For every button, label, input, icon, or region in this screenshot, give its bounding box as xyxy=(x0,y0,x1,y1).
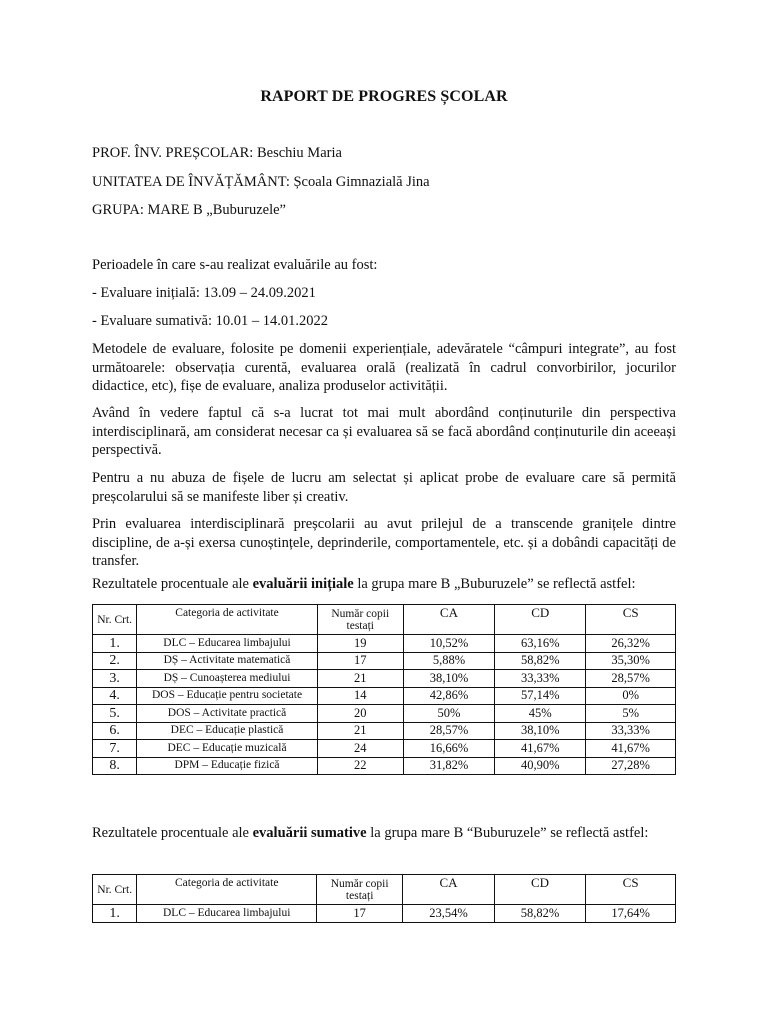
cd-value: 58,82% xyxy=(494,905,585,923)
initial-results-tail: la grupa mare B „Buburuzele” se reflectă astfel: xyxy=(353,576,636,592)
table-row xyxy=(93,740,676,758)
activity-category: DȘ – Cunoașterea mediului xyxy=(137,670,317,688)
children-tested: 22 xyxy=(317,757,403,775)
summative-evaluation-period: - Evaluare sumativă: 10.01 – 14.01.2022 xyxy=(92,313,328,329)
table-row xyxy=(93,652,676,670)
cd-value: 33,33% xyxy=(495,670,586,688)
evaluation-methods-paragraph: Metodele de evaluare, folosite pe domenii experiențiale, adevăratele “câmpuri integrate”, au fost următoarele: observația curentă, evaluarea orală (realizată în cadrul convorbirilor, jocurilor didactice, etc), fișe de evaluare, analiza produselor activității. xyxy=(92,341,676,394)
teacher-line: PROF. ÎNV. PREȘCOLAR: Beschiu Maria xyxy=(92,145,342,161)
table-row xyxy=(93,687,676,705)
activity-category: DEC – Educație plastică xyxy=(137,722,317,740)
row-number: 7. xyxy=(93,740,137,758)
children-tested: 24 xyxy=(317,740,403,758)
activity-category: DOS – Activitate practică xyxy=(137,705,317,723)
interdisciplinary-paragraph: Având în vedere faptul că s-a lucrat tot mai mult abordând conținuturile din perspectiva interdisciplinară, am considerat necesar ca și evaluarea să se facă abordând conținuturile din aceeași perspectivă. xyxy=(92,405,676,458)
activity-category: DLC – Educarea limbajului xyxy=(137,905,317,923)
header-ca: CA xyxy=(403,875,494,905)
header-count: Număr copii testați xyxy=(317,605,403,635)
children-tested: 20 xyxy=(317,705,403,723)
cs-value: 26,32% xyxy=(586,635,676,653)
header-cs: CS xyxy=(586,875,676,905)
header-cd: CD xyxy=(495,605,586,635)
ca-value: 23,54% xyxy=(403,905,494,923)
cs-value: 5% xyxy=(586,705,676,723)
row-number: 4. xyxy=(93,687,137,705)
activity-category: DPM – Educație fizică xyxy=(137,757,317,775)
cd-value: 41,67% xyxy=(495,740,586,758)
table-row xyxy=(93,905,676,923)
ca-value: 50% xyxy=(403,705,494,723)
children-tested: 14 xyxy=(317,687,403,705)
table-row xyxy=(93,722,676,740)
ca-value: 42,86% xyxy=(403,687,494,705)
row-number: 8. xyxy=(93,757,137,775)
cs-value: 41,67% xyxy=(586,740,676,758)
ca-value: 28,57% xyxy=(403,722,494,740)
cs-value: 17,64% xyxy=(586,905,676,923)
cs-value: 35,30% xyxy=(586,652,676,670)
cd-value: 45% xyxy=(495,705,586,723)
page-title: RAPORT DE PROGRES ȘCOLAR xyxy=(260,88,508,105)
worksheets-paragraph: Pentru a nu abuza de fișele de lucru am selectat și aplicat probe de evaluare care să permită preșcolarului să se manifeste liber și creativ. xyxy=(92,470,676,505)
summative-results-table xyxy=(92,874,676,923)
table-row xyxy=(93,635,676,653)
children-tested: 17 xyxy=(317,905,403,923)
ca-value: 16,66% xyxy=(403,740,494,758)
activity-category: DLC – Educarea limbajului xyxy=(137,635,317,653)
cs-value: 33,33% xyxy=(586,722,676,740)
header-cd: CD xyxy=(494,875,585,905)
summative-results-intro xyxy=(92,824,676,843)
row-number: 3. xyxy=(93,670,137,688)
children-tested: 21 xyxy=(317,722,403,740)
header-category: Categoria de activitate xyxy=(137,605,317,635)
children-tested: 19 xyxy=(317,635,403,653)
initial-results-lead: Rezultatele procentuale ale xyxy=(92,576,253,592)
row-number: 1. xyxy=(93,905,137,923)
header-cs: CS xyxy=(586,605,676,635)
table-header-row xyxy=(93,605,676,635)
transfer-paragraph: Prin evaluarea interdisciplinară preșcolarii au avut prilejul de a transcende granițele dintre discipline, de a-și exersa cunoștințele, deprinderile, comportamentele, etc. și a dobândi capacități de transfer. xyxy=(92,516,676,569)
row-number: 2. xyxy=(93,652,137,670)
group-line: GRUPA: MARE B „Buburuzele” xyxy=(92,202,286,218)
initial-results-bold: evaluării inițiale xyxy=(252,576,354,592)
periods-intro: Perioadele în care s-au realizat evaluările au fost: xyxy=(92,257,378,273)
summative-results-bold: evaluării sumative xyxy=(252,825,367,841)
cd-value: 63,16% xyxy=(495,635,586,653)
summative-results-tail: la grupa mare B “Buburuzele” se reflectă astfel: xyxy=(366,825,649,841)
table-row xyxy=(93,705,676,723)
cs-value: 27,28% xyxy=(586,757,676,775)
children-tested: 21 xyxy=(317,670,403,688)
initial-evaluation-period: - Evaluare inițială: 13.09 – 24.09.2021 xyxy=(92,285,316,301)
row-number: 5. xyxy=(93,705,137,723)
header-category: Categoria de activitate xyxy=(137,875,317,905)
activity-category: DOS – Educație pentru societate xyxy=(137,687,317,705)
cs-value: 0% xyxy=(586,687,676,705)
row-number: 1. xyxy=(93,635,137,653)
table-row xyxy=(93,670,676,688)
table-row xyxy=(93,757,676,775)
cd-value: 38,10% xyxy=(495,722,586,740)
summative-results-lead: Rezultatele procentuale ale xyxy=(92,825,253,841)
table-header-row xyxy=(93,875,676,905)
activity-category: DEC – Educație muzicală xyxy=(137,740,317,758)
cd-value: 40,90% xyxy=(495,757,586,775)
header-nr: Nr. Crt. xyxy=(93,605,137,635)
initial-results-intro xyxy=(92,576,636,593)
ca-value: 31,82% xyxy=(403,757,494,775)
ca-value: 10,52% xyxy=(403,635,494,653)
header-count: Număr copii testați xyxy=(317,875,403,905)
cd-value: 57,14% xyxy=(495,687,586,705)
cs-value: 28,57% xyxy=(586,670,676,688)
ca-value: 38,10% xyxy=(403,670,494,688)
header-nr: Nr. Crt. xyxy=(93,875,137,905)
school-unit-line: UNITATEA DE ÎNVĂȚĂMÂNT: Școala Gimnazială Jina xyxy=(92,174,430,190)
ca-value: 5,88% xyxy=(403,652,494,670)
row-number: 6. xyxy=(93,722,137,740)
header-ca: CA xyxy=(403,605,494,635)
activity-category: DȘ – Activitate matematică xyxy=(137,652,317,670)
children-tested: 17 xyxy=(317,652,403,670)
cd-value: 58,82% xyxy=(495,652,586,670)
initial-results-table xyxy=(92,604,676,775)
